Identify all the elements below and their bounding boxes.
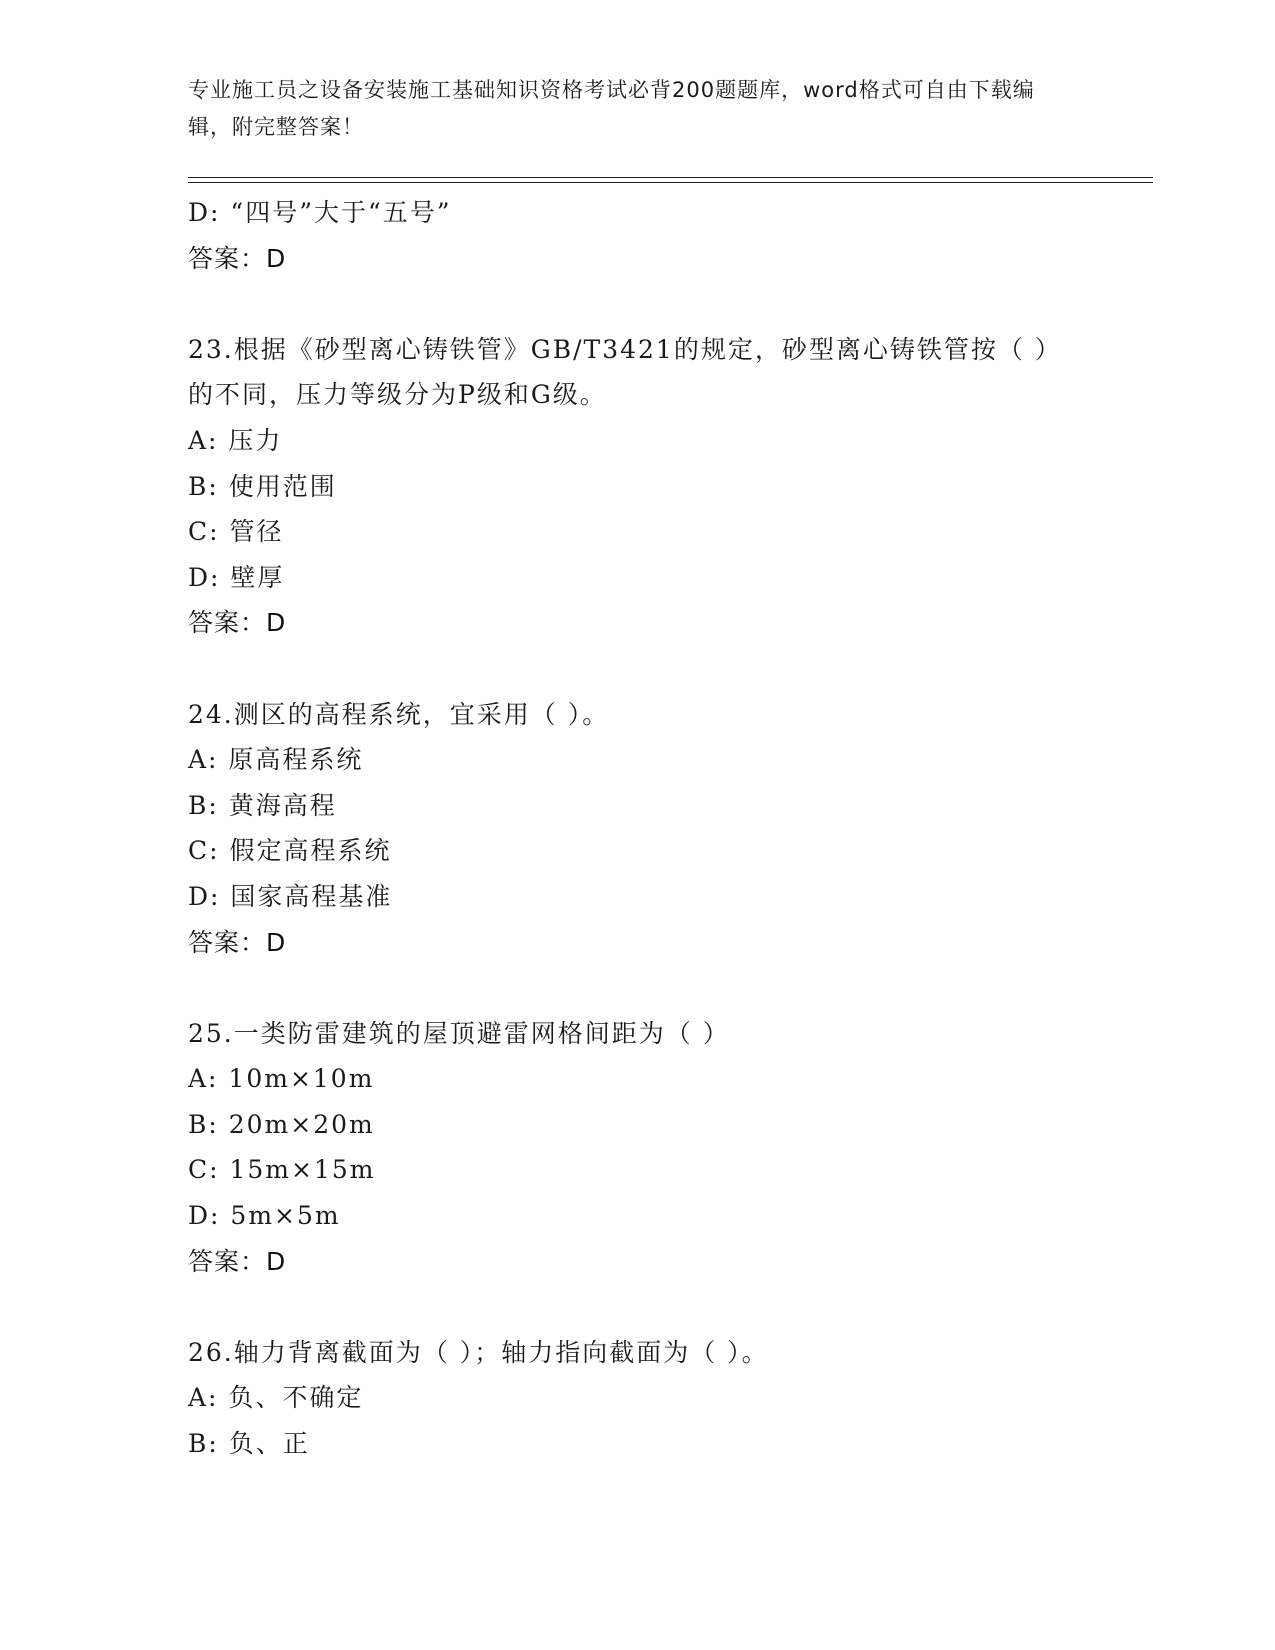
- option-b: B: 使用范围: [188, 471, 337, 501]
- option-d: D: 国家高程基准: [188, 881, 393, 911]
- document-header: 专业施工员之设备安装施工基础知识资格考试必背200题题库，word格式可自由下载编辑，附完整答案！: [188, 78, 1035, 139]
- spacer: [188, 965, 1078, 1011]
- question-stem: 26.轴力背离截面为（ ）；轴力指向截面为（ ）。: [188, 1337, 769, 1367]
- option-a: A: 压力: [188, 425, 283, 455]
- answer-line: 答案：D: [188, 608, 287, 638]
- option-d: D: 壁厚: [188, 562, 285, 592]
- option-c: C: 15m×15m: [188, 1155, 376, 1185]
- document-content: [188, 190, 1078, 1467]
- option-a: A: 负、不确定: [188, 1383, 364, 1413]
- option-c: C: 管径: [188, 517, 284, 547]
- option-d: D: 5m×5m: [188, 1201, 341, 1231]
- answer-line: 答案：D: [188, 1246, 287, 1276]
- spacer: [188, 281, 1078, 327]
- option-b: B: 20m×20m: [188, 1109, 375, 1139]
- option-b: B: 负、正: [188, 1429, 310, 1459]
- header-rule-top: [188, 177, 1153, 178]
- option-a: A: 原高程系统: [188, 745, 364, 775]
- answer-line: 答案：D: [188, 927, 287, 957]
- option-b: B: 黄海高程: [188, 790, 337, 820]
- option-d: D: “四号”大于“五号”: [188, 198, 452, 227]
- option-c: C: 假定高程系统: [188, 836, 392, 866]
- option-a: A: 10m×10m: [188, 1064, 375, 1094]
- spacer: [188, 1284, 1078, 1330]
- answer-line: 答案：D: [188, 243, 287, 273]
- spacer: [188, 646, 1078, 692]
- question-stem: 25.一类防雷建筑的屋顶避雷网格间距为（ ）: [188, 1018, 730, 1048]
- question-stem: 24.测区的高程系统，宜采用（ ）。: [188, 699, 610, 729]
- question-stem: 23.根据《砂型离心铸铁管》GB/T3421的规定，砂型离心铸铁管按（ ）的不同，压力等级分为P级和G级。: [188, 334, 1062, 410]
- header-rule-bottom: [188, 182, 1153, 183]
